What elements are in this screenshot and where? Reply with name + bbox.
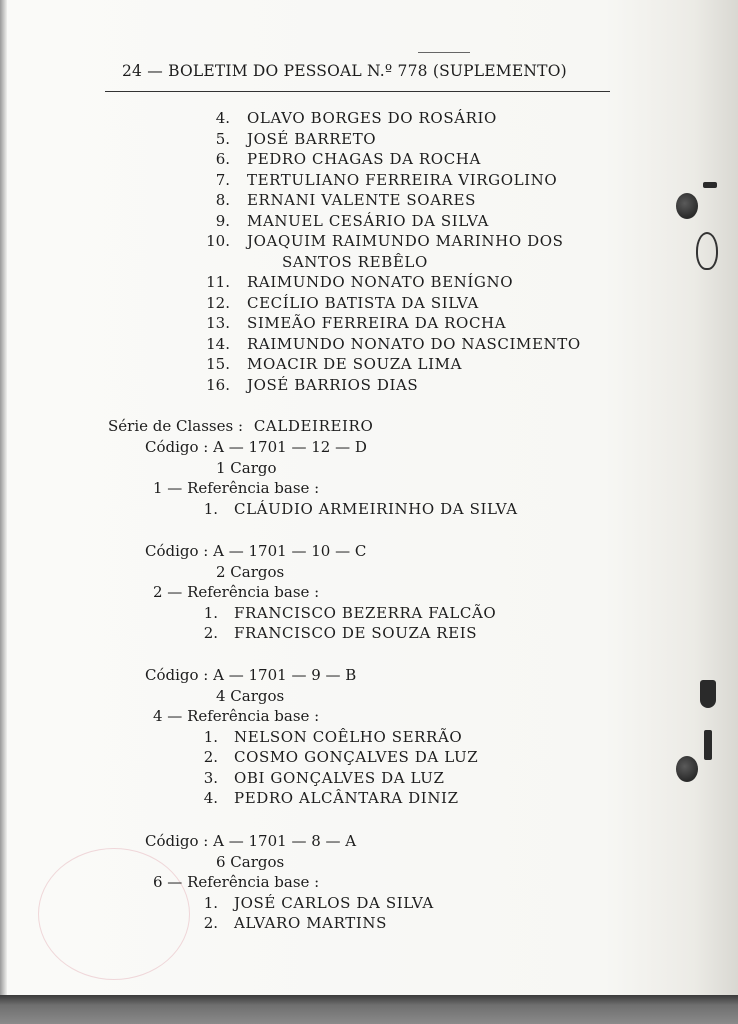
list-item-name: RAIMUNDO NONATO DO NASCIMENTO <box>247 334 581 353</box>
header-rule <box>105 91 610 92</box>
group-name-number: 2. <box>203 748 218 766</box>
list-item-number: 12. <box>206 293 230 312</box>
group-name: FRANCISCO DE SOUZA REIS <box>234 624 478 642</box>
referencia-base: 6 — Referência base : <box>153 873 320 891</box>
list-item-number: 7. <box>215 170 230 189</box>
list-item-number: 5. <box>215 129 230 148</box>
faint-stamp-ring <box>38 848 190 980</box>
list-item-number: 15. <box>206 355 230 373</box>
list-item-name: CECÍLIO BATISTA DA SILVA <box>247 293 479 312</box>
group-name: COSMO GONÇALVES DA LUZ <box>234 748 479 766</box>
binder-mark <box>704 730 712 760</box>
list-item-number: 6. <box>215 150 230 168</box>
codigo-line: Código : A — 1701 — 9 — B <box>145 666 357 684</box>
page-left-edge <box>0 0 7 998</box>
group-name-number: 4. <box>203 789 218 807</box>
group-name-number: 3. <box>203 768 218 787</box>
list-item-number: 4. <box>215 109 230 127</box>
list-item-number: 13. <box>206 314 230 332</box>
serie-label <box>108 417 373 435</box>
group-name-number: 2. <box>203 624 218 642</box>
group-name: JOSÉ CARLOS DA SILVA <box>234 893 434 912</box>
referencia-base: 4 — Referência base : <box>153 707 320 725</box>
list-item-number: 8. <box>215 191 230 209</box>
binder-hole-top <box>676 193 698 219</box>
group-name-number: 2. <box>203 914 218 932</box>
list-item-number: 10. <box>206 232 230 250</box>
list-item-name: TERTULIANO FERREIRA VIRGOLINO <box>247 170 558 189</box>
referencia-base: 1 — Referência base : <box>153 479 320 497</box>
referencia-base: 2 — Referência base : <box>153 583 320 601</box>
binder-mark <box>700 680 716 708</box>
codigo-line: Código : A — 1701 — 10 — C <box>145 542 367 560</box>
list-item-name: PEDRO CHAGAS DA ROCHA <box>247 150 481 168</box>
serie-label-text: Série de Classes : <box>108 417 244 435</box>
list-item-number: 9. <box>215 211 230 230</box>
codigo-line: Código : A — 1701 — 12 — D <box>145 438 367 456</box>
list-item-number: 11. <box>206 273 230 291</box>
header-top-mark <box>418 52 470 53</box>
list-item-name-continued: SANTOS REBÊLO <box>282 252 428 271</box>
cargos-count: 2 Cargos <box>216 562 285 581</box>
list-item-name: OLAVO BORGES DO ROSÁRIO <box>247 109 497 127</box>
scanner-bottom-shadow <box>0 995 738 1024</box>
binder-ring-outline <box>696 232 718 270</box>
codigo-line: Código : A — 1701 — 8 — A <box>145 832 357 850</box>
cargos-count: 6 Cargos <box>216 852 285 871</box>
group-name: NELSON COÊLHO SERRÃO <box>234 727 463 746</box>
group-name-number: 1. <box>203 499 218 518</box>
group-name-number: 1. <box>203 603 218 622</box>
list-item-name: JOAQUIM RAIMUNDO MARINHO DOS <box>247 232 564 250</box>
list-item-name: JOSÉ BARRIOS DIAS <box>247 375 419 394</box>
page-header: 24 — BOLETIM DO PESSOAL N.º 778 (SUPLEMENTO) <box>122 62 567 80</box>
cargos-count: 4 Cargos <box>216 686 285 705</box>
binder-hole-bottom <box>676 756 698 782</box>
group-name-number: 1. <box>203 893 218 912</box>
list-item-name: MOACIR DE SOUZA LIMA <box>247 355 463 373</box>
list-item-number: 16. <box>206 375 230 394</box>
group-name: OBI GONÇALVES DA LUZ <box>234 768 445 787</box>
group-name-number: 1. <box>203 727 218 746</box>
list-item-name: JOSÉ BARRETO <box>247 129 377 148</box>
list-item-name: SIMEÃO FERREIRA DA ROCHA <box>247 314 507 332</box>
group-name: ALVARO MARTINS <box>234 914 387 932</box>
list-item-name: MANUEL CESÁRIO DA SILVA <box>247 211 489 230</box>
list-item-number: 14. <box>206 334 230 353</box>
serie-value: CALDEIREIRO <box>253 417 374 435</box>
binder-mark <box>703 182 717 188</box>
list-item-name: ERNANI VALENTE SOARES <box>247 191 476 209</box>
group-name: CLÁUDIO ARMEIRINHO DA SILVA <box>234 499 518 518</box>
list-item-name: RAIMUNDO NONATO BENÍGNO <box>247 273 514 291</box>
group-name: PEDRO ALCÂNTARA DINIZ <box>234 789 459 807</box>
group-name: FRANCISCO BEZERRA FALCÃO <box>234 603 497 622</box>
cargos-count: 1 Cargo <box>216 458 277 477</box>
